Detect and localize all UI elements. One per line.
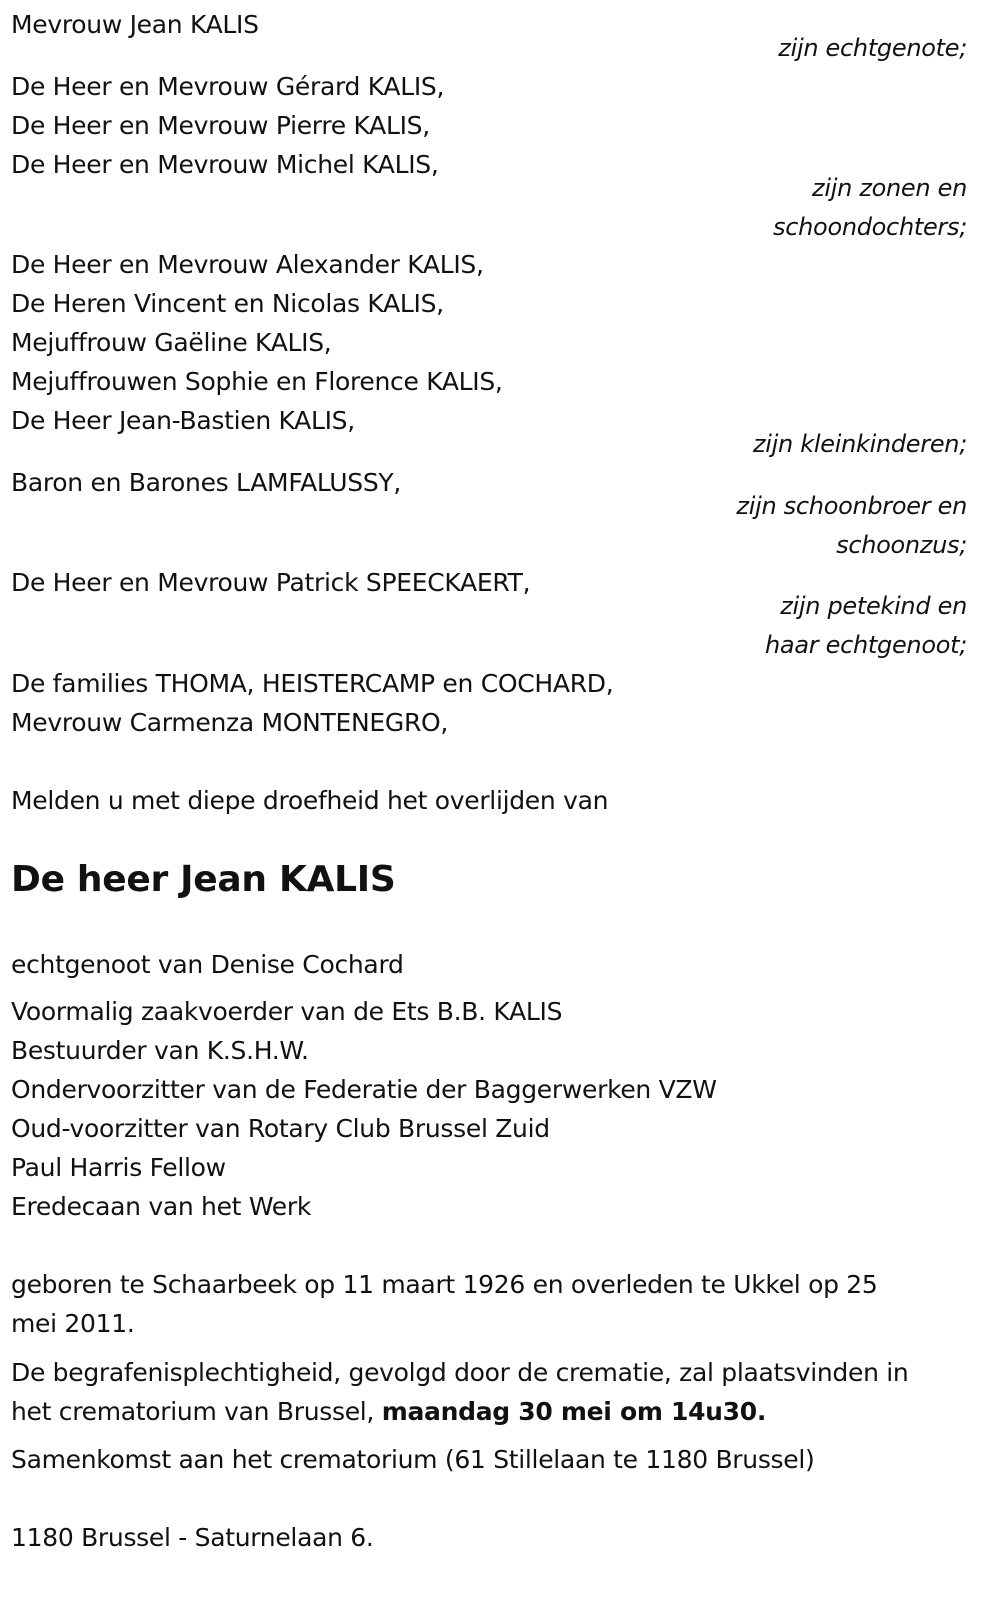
title-item: Eredecaan van het Werk [11, 1192, 312, 1221]
address-line: 1180 Brussel - Saturnelaan 6. [11, 1523, 374, 1552]
relation-label: zijn petekind en [780, 592, 967, 620]
family-member: Baron en Barones LAMFALUSSY, [11, 468, 402, 497]
gathering-line: Samenkomst aan het crematorium (61 Stillelaan te 1180 Brussel) [11, 1445, 815, 1474]
funeral-datetime: maandag 30 mei om 14u30. [381, 1397, 767, 1426]
birth-death-line: geboren te Schaarbeek op 11 maart 1926 en overleden te Ukkel op 25 [11, 1270, 878, 1299]
relation-label: zijn kleinkinderen; [753, 430, 967, 458]
spouse-line: echtgenoot van Denise Cochard [11, 950, 404, 979]
family-member: De families THOMA, HEISTERCAMP en COCHARD, [11, 669, 614, 698]
family-member: De Heer en Mevrouw Alexander KALIS, [11, 250, 484, 279]
family-member: Mejuffrouwen Sophie en Florence KALIS, [11, 367, 503, 396]
relation-label: schoondochters; [773, 213, 967, 241]
family-member: Mejuffrouw Gaëline KALIS, [11, 328, 332, 357]
title-item: Voormalig zaakvoerder van de Ets B.B. KALIS [11, 997, 563, 1026]
family-member: De Heer en Mevrouw Pierre KALIS, [11, 111, 430, 140]
relation-label: zijn schoonbroer en [736, 492, 967, 520]
funeral-line [11, 1397, 766, 1427]
funeral-location: het crematorium van Brussel, [11, 1397, 382, 1426]
title-item: Oud-voorzitter van Rotary Club Brussel Zuid [11, 1114, 550, 1143]
announcement-text: Melden u met diepe droefheid het overlijden van [11, 786, 609, 815]
family-member: De Heer Jean-Bastien KALIS, [11, 406, 355, 435]
family-member: Mevrouw Jean KALIS [11, 10, 259, 39]
relation-label: zijn zonen en [812, 174, 967, 202]
family-member: De Heren Vincent en Nicolas KALIS, [11, 289, 444, 318]
family-member: Mevrouw Carmenza MONTENEGRO, [11, 708, 449, 737]
relation-label: haar echtgenoot; [765, 631, 967, 659]
title-item: Bestuurder van K.S.H.W. [11, 1036, 309, 1065]
birth-death-line: mei 2011. [11, 1309, 135, 1338]
family-member: De Heer en Mevrouw Gérard KALIS, [11, 72, 445, 101]
title-item: Paul Harris Fellow [11, 1153, 226, 1182]
title-item: Ondervoorzitter van de Federatie der Baggerwerken VZW [11, 1075, 717, 1104]
funeral-line: De begrafenisplechtigheid, gevolgd door de crematie, zal plaatsvinden in [11, 1358, 909, 1387]
relation-label: zijn echtgenote; [778, 34, 967, 62]
deceased-name: De heer Jean KALIS [11, 859, 396, 900]
family-member: De Heer en Mevrouw Patrick SPEECKAERT, [11, 568, 531, 597]
relation-label: schoonzus; [836, 531, 967, 559]
family-member: De Heer en Mevrouw Michel KALIS, [11, 150, 439, 179]
